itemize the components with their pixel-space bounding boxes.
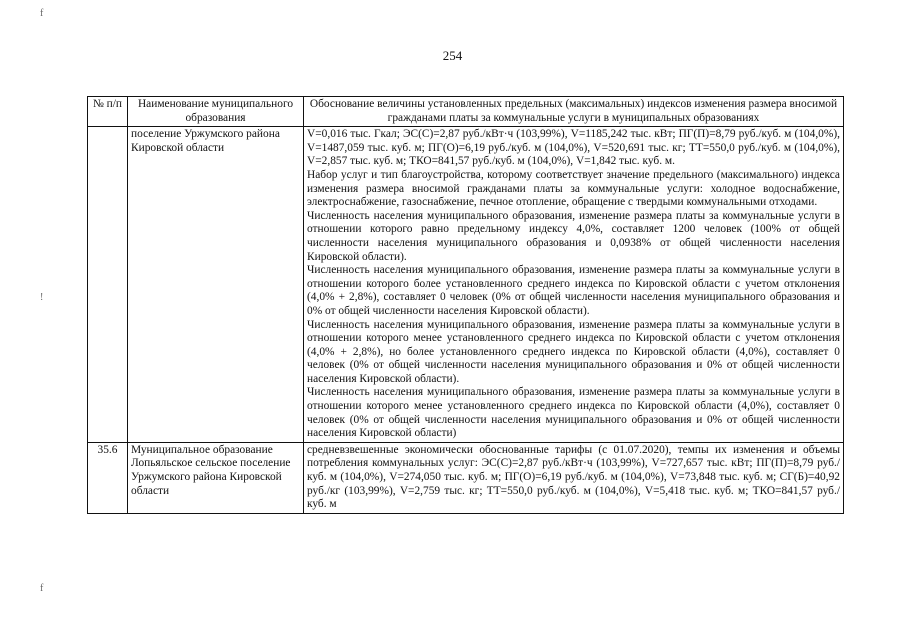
- margin-mark-bottom: f: [40, 583, 44, 594]
- margin-mark-middle: !: [40, 292, 44, 303]
- justification-paragraph: Численность населения муниципального образования, изменение размера платы за коммунальные услуги в отношении которого равно предельному индексу 4,0%, составляет 1200 человек (100% от общей численности населения муниципального образования и 0,0938% от общей численности населения Кировской области).: [307, 209, 840, 263]
- row-justification: [304, 127, 844, 443]
- table-header-row: [88, 97, 844, 127]
- justification-paragraph: Численность населения муниципального образования, изменение размера платы за коммунальные услуги в отношении которого менее установленного среднего индекса по Кировской области с учетом отклонения (4,0% + 2,8%), но более установленного среднего индекса по Кировской области (4,0%), составляет 0 человек (0% от общей численности населения муниципального образования и 0% от общей численности населения Кировской области).: [307, 318, 840, 385]
- justification-paragraph: V=0,016 тыс. Гкал; ЭС(С)=2,87 руб./кВт·ч (103,99%), V=1185,242 тыс. кВт; ПГ(П)=8,79 руб./куб. м (104,0%), V=1487,059 тыс. куб. м; ПГ(О)=6,19 руб./куб. м (104,0%), V=520,691 тыс. кг; ТТ=550,0 руб./куб. м (104,0%), V=2,857 тыс. куб. м; ТКО=841,57 руб./куб. м (104,0%), V=1,842 тыс. куб. м.: [307, 128, 840, 168]
- row-municipality-name: поселение Уржумского района Кировской области: [128, 127, 304, 443]
- page-number: 254: [442, 48, 463, 63]
- table-row: [88, 127, 844, 443]
- table-row: [88, 442, 844, 513]
- justification-paragraph: средневзвешенные экономически обоснованные тарифы (с 01.07.2020), темпы их изменения и объемы потребления коммунальных услуг: ЭС(С)=2,87 руб./кВт·ч (103,99%), V=727,657 тыс. кВт; ПГ(П)=8,79 руб./куб. м (104,0%), V=274,050 тыс. куб. м; ПГ(О)=6,19 руб./куб. м (104,0%), V=73,848 тыс. куб. м; СГ(Б)=40,92 руб./кг (103,99%), V=2,759 тыс. кг; ТТ=550,0 руб./куб. м (104,0%), V=5,418 тыс. куб. м; ТКО=841,57 руб./куб. м: [307, 443, 840, 511]
- header-justification: Обоснование величины установленных предельных (максимальных) индексов изменения размера вносимой гражданами платы за коммунальные услуги в муниципальных образованиях: [304, 97, 844, 127]
- header-num: № п/п: [88, 97, 128, 127]
- tariff-justification-table: [87, 96, 844, 514]
- row-num: 35.6: [88, 442, 128, 513]
- header-name: Наименование муниципального образования: [128, 97, 304, 127]
- justification-paragraph: Численность населения муниципального образования, изменение размера платы за коммунальные услуги в отношении которого более установленного среднего индекса по Кировской области с учетом отклонения (4,0% + 2,8%), составляет 0 человек (0% от общей численности населения муниципального образования и 0% от общей численности населения Кировской области).: [307, 264, 840, 317]
- margin-mark-top: f: [40, 8, 44, 19]
- row-num: [88, 127, 128, 443]
- justification-paragraph: Набор услуг и тип благоустройства, которому соответствует значение предельного (максимального) индекса изменения размера вносимой гражданами платы за коммунальные услуги: холодное водоснабжение, электроснабжение, газоснабжение, печное отопление, обращение с твердыми коммунальными отходами.: [307, 168, 840, 209]
- row-justification: [304, 442, 844, 513]
- row-municipality-name: Муниципальное образование Лопьяльское сельское поселение Уржумского района Кировской области: [128, 442, 304, 513]
- justification-paragraph: Численность населения муниципального образования, изменение размера платы за коммунальные услуги в отношении которого менее установленного среднего индекса по Кировской области (4,0%), составляет 0 человек (0% от общей численности населения муниципального образования и 0% от общей численности населения Кировской области): [307, 386, 840, 440]
